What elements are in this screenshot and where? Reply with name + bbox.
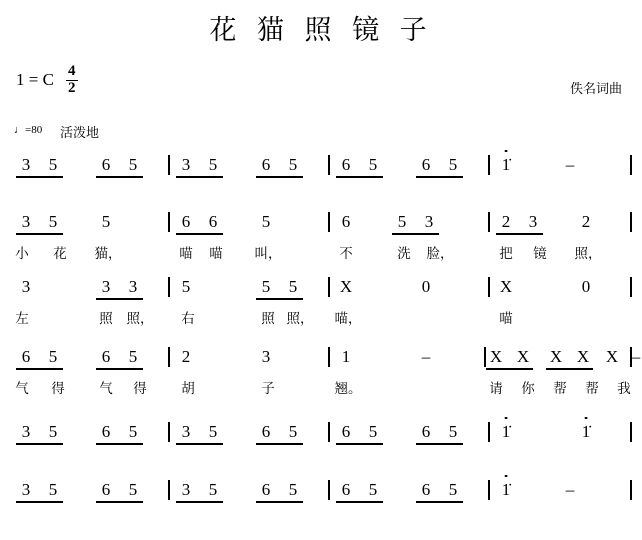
note: 0 [581, 277, 591, 296]
lyric-syllable: 喵， [334, 311, 362, 327]
time-signature-denominator: 2 [68, 79, 76, 96]
note: 3 [101, 277, 111, 296]
note: 6 [421, 155, 431, 174]
beam-line [96, 443, 143, 445]
lyric-syllable: 照， [126, 311, 154, 327]
lyric-syllable: 照 [99, 311, 113, 327]
page-title: 花 猫 照 镜 子 [209, 15, 433, 46]
note: 3 [21, 212, 31, 231]
note: 6 [101, 480, 111, 499]
note: 3 [181, 422, 191, 441]
bar-line [168, 212, 170, 232]
beam-line [416, 176, 463, 178]
beam-line [96, 501, 143, 503]
note: 5 [48, 347, 58, 366]
bar-line [328, 422, 330, 442]
note: 1 [341, 347, 351, 366]
note: 3 [21, 480, 31, 499]
note: 6 [421, 480, 431, 499]
bar-line [168, 277, 170, 297]
lyric-syllable: 右 [181, 311, 195, 327]
lyric-syllable: 喵 [179, 246, 193, 262]
lyric-syllable: 把 [499, 246, 513, 262]
lyric-syllable: 照， [286, 311, 314, 327]
note: 6 [341, 155, 351, 174]
note: 6 [261, 422, 271, 441]
beam-line [16, 443, 63, 445]
note: 5 [48, 155, 58, 174]
note: 6 [341, 422, 351, 441]
beam-line [256, 501, 303, 503]
time-signature-numerator: 4 [68, 63, 76, 79]
note: 6 [421, 422, 431, 441]
beam-line [496, 233, 543, 235]
note: X [605, 347, 619, 366]
bar-line [630, 155, 632, 175]
bar-line [630, 422, 632, 442]
beam-line [336, 443, 383, 445]
note: 2 [501, 212, 511, 231]
lyric-syllable: 得 [133, 381, 147, 397]
beam-line [256, 443, 303, 445]
note: 6 [21, 347, 31, 366]
beam-line [256, 176, 303, 178]
note: 6 [181, 212, 191, 231]
bar-line [328, 155, 330, 175]
lyric-syllable: 不 [339, 246, 353, 262]
lyric-syllable: 翘。 [334, 381, 362, 397]
note: 6 [261, 155, 271, 174]
key-signature: 1 = C [16, 70, 54, 89]
note: 5 [368, 155, 378, 174]
lyric-syllable: 洗 [397, 246, 411, 262]
note: – [631, 347, 641, 366]
lyric-syllable: 花 [53, 246, 67, 262]
note: 5 [448, 422, 458, 441]
beam-line [546, 368, 593, 370]
bar-line [630, 480, 632, 500]
note: 3 [21, 422, 31, 441]
bar-line [328, 277, 330, 297]
note: 6 [101, 347, 111, 366]
note: 6 [341, 480, 351, 499]
note: 5 [288, 155, 298, 174]
note: 6 [208, 212, 218, 231]
bar-line [488, 212, 490, 232]
bar-line [168, 480, 170, 500]
note: 3 [181, 155, 191, 174]
lyric-syllable: 子 [261, 381, 275, 397]
beam-line [16, 176, 63, 178]
beam-line [96, 298, 143, 300]
note: 5 [397, 212, 407, 231]
beam-line [96, 368, 143, 370]
note: – [565, 480, 575, 499]
bar-line [168, 155, 170, 175]
bar-line [168, 422, 170, 442]
beam-line [16, 368, 63, 370]
note: 3 [424, 212, 434, 231]
note: 5 [128, 422, 138, 441]
lyric-syllable: 我 [617, 381, 631, 397]
note: 5 [208, 480, 218, 499]
note: 5 [288, 422, 298, 441]
note: 5 [128, 347, 138, 366]
score-row [0, 155, 642, 215]
note: X [516, 347, 530, 366]
lyric-syllable: 喵 [209, 246, 223, 262]
beam-line [16, 501, 63, 503]
lyric-syllable: 胡 [181, 381, 195, 397]
lyric-syllable: 气 [15, 381, 29, 397]
note: 5 [368, 422, 378, 441]
score-row [0, 212, 642, 272]
beam-line [416, 501, 463, 503]
note: 5 [128, 480, 138, 499]
note: 3 [261, 347, 271, 366]
beam-line [176, 233, 223, 235]
lyric-syllable: 脸， [426, 246, 454, 262]
bar-line [488, 277, 490, 297]
lyric-syllable: 气 [99, 381, 113, 397]
note: 5 [448, 155, 458, 174]
lyric-syllable: 镜 [533, 246, 547, 262]
beam-line [416, 443, 463, 445]
lyric-syllable: 喵 [499, 311, 513, 327]
note: 5 [368, 480, 378, 499]
note: 2 [581, 212, 591, 231]
note: 5 [288, 480, 298, 499]
lyric-syllable: 叫， [254, 246, 282, 262]
note: 6 [341, 212, 351, 231]
note: 5 [101, 212, 111, 231]
time-signature [66, 64, 78, 97]
lyric-syllable: 照， [574, 246, 602, 262]
bar-line [328, 480, 330, 500]
score-row [0, 347, 642, 407]
note: 6 [101, 422, 111, 441]
note: 5 [288, 277, 298, 296]
beam-line [176, 501, 223, 503]
bar-line [630, 277, 632, 297]
lyric-syllable: 得 [51, 381, 65, 397]
composer-credit: 佚名词曲 [569, 82, 622, 97]
note: 5 [181, 277, 191, 296]
beam-line [96, 176, 143, 178]
note: X [576, 347, 590, 366]
note: 5 [208, 155, 218, 174]
lyric-syllable: 小 [15, 246, 29, 262]
note: X [489, 347, 503, 366]
note: 5 [48, 212, 58, 231]
lyric-syllable: 请 [489, 381, 503, 397]
lyric-syllable: 你 [521, 381, 535, 397]
bar-line [488, 155, 490, 175]
lyric-syllable: 帮 [585, 381, 599, 397]
note: 3 [21, 155, 31, 174]
lyric-syllable: 猫， [94, 246, 122, 262]
note: X [549, 347, 563, 366]
beam-line [256, 298, 303, 300]
note: 1̇ [501, 155, 511, 174]
bar-line [630, 212, 632, 232]
bar-line [168, 347, 170, 367]
beam-line [486, 368, 533, 370]
note: 5 [48, 422, 58, 441]
score-row [0, 277, 642, 337]
note: 0 [421, 277, 431, 296]
note: 5 [261, 212, 271, 231]
note: 1̇ [501, 422, 511, 441]
note: 5 [48, 480, 58, 499]
note: 6 [261, 480, 271, 499]
note: 1̇ [581, 422, 591, 441]
note: – [565, 155, 575, 174]
bar-line [328, 212, 330, 232]
note: 5 [128, 155, 138, 174]
bar-line [328, 347, 330, 367]
bar-line [488, 422, 490, 442]
note: 6 [101, 155, 111, 174]
beam-line [176, 176, 223, 178]
beam-line [336, 176, 383, 178]
note: 5 [448, 480, 458, 499]
note: X [339, 277, 353, 296]
bar-line [484, 347, 486, 367]
note: 5 [261, 277, 271, 296]
tempo-marking: ♩=80 [14, 124, 43, 136]
beam-line [176, 443, 223, 445]
lyric-syllable: 帮 [553, 381, 567, 397]
beam-line [392, 233, 439, 235]
note: 5 [208, 422, 218, 441]
mood-marking: 活泼地 [60, 126, 100, 141]
note: 2 [181, 347, 191, 366]
beam-line [16, 233, 63, 235]
note: 1̇ [501, 480, 511, 499]
note: X [499, 277, 513, 296]
score-row [0, 480, 642, 540]
note: 3 [128, 277, 138, 296]
note: 3 [528, 212, 538, 231]
lyric-syllable: 照 [261, 311, 275, 327]
beam-line [336, 501, 383, 503]
bar-line [488, 480, 490, 500]
note: – [421, 347, 431, 366]
note: 3 [181, 480, 191, 499]
lyric-syllable: 左 [15, 311, 29, 327]
score-row [0, 422, 642, 482]
note: 3 [21, 277, 31, 296]
